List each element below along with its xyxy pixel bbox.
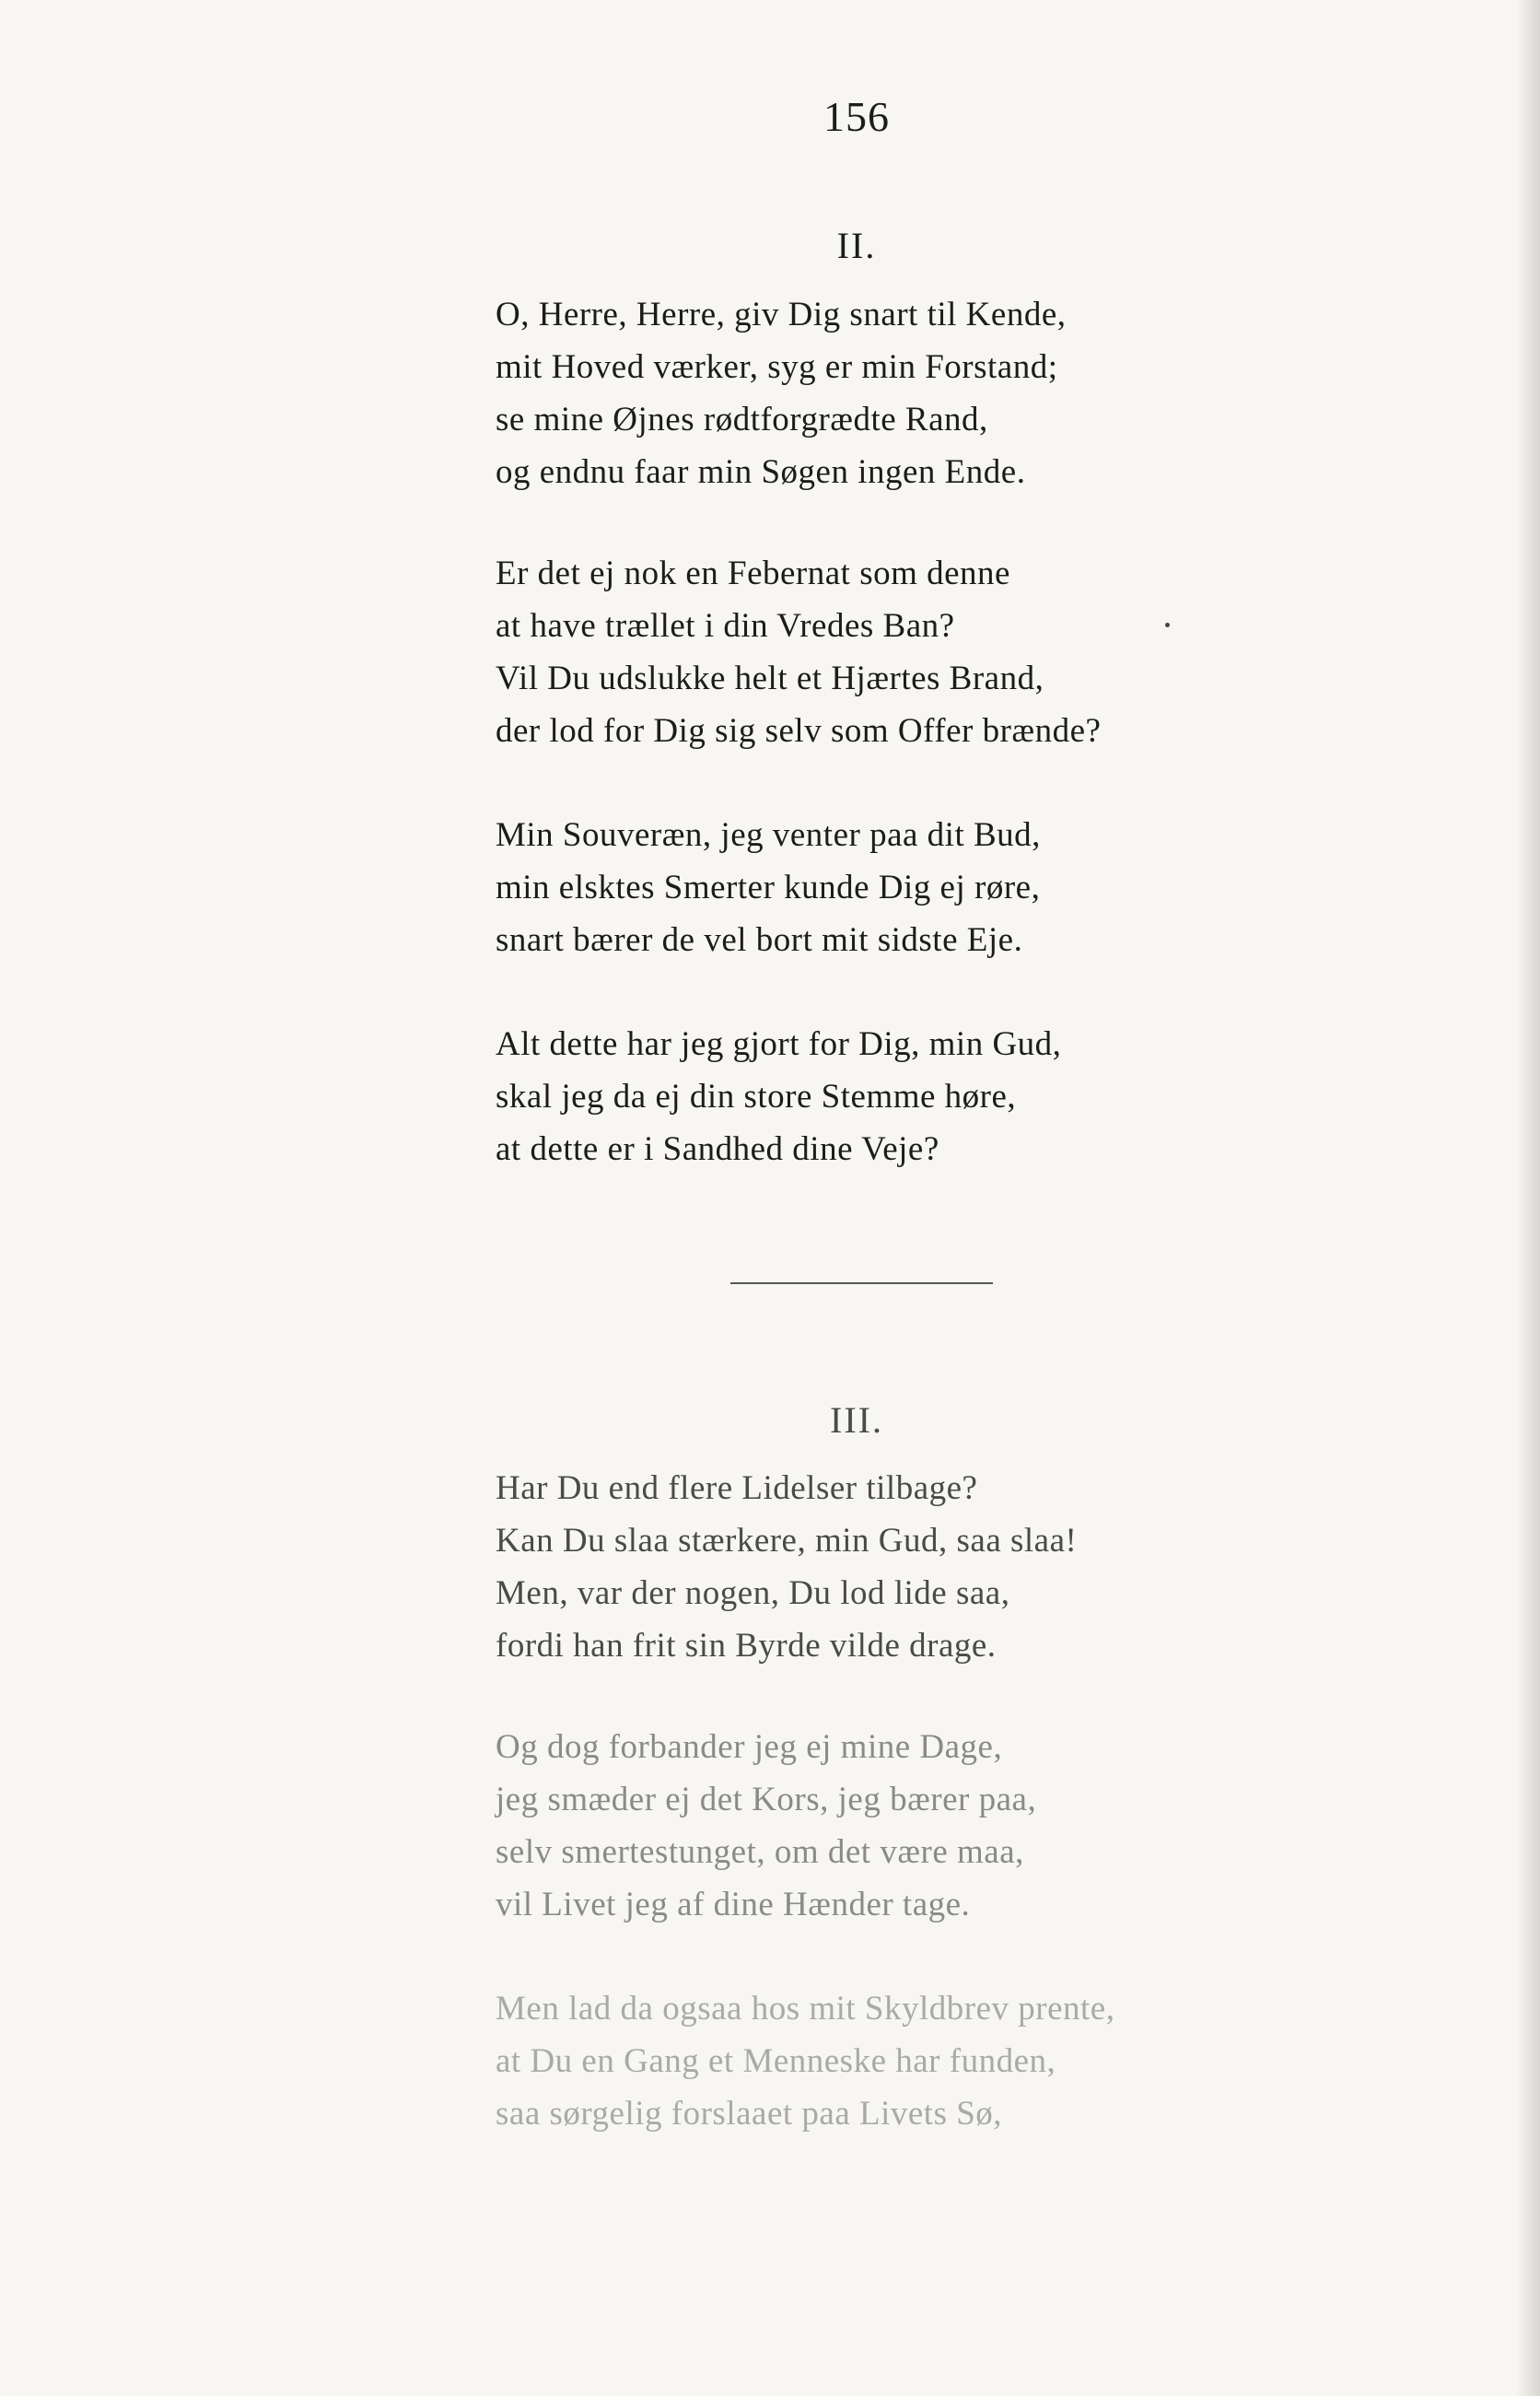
section-heading-ii: II. — [836, 225, 877, 266]
verse-line: mit Hoved værker, syg er min Forstand; — [496, 348, 1058, 386]
verse-line: se mine Øjnes rødtforgrædte Rand, — [496, 401, 988, 438]
verse-line: der lod for Dig sig selv som Offer brænde? — [496, 712, 1102, 750]
verse-line: selv smertestunget, om det være maa, — [496, 1833, 1024, 1871]
poem-section-ii — [496, 288, 1472, 498]
verse-line: at have trællet i din Vredes Ban? — [496, 607, 955, 645]
verse-line: Men, var der nogen, Du lod lide saa, — [496, 1574, 1010, 1612]
verse-line: O, Herre, Herre, giv Dig snart til Kende, — [496, 296, 1067, 333]
verse-line: saa sørgelig forslaaet paa Livets Sø, — [496, 2095, 1003, 2133]
verse-line: jeg smæder ej det Kors, jeg bærer paa, — [496, 1781, 1037, 1818]
section-heading-iii: III. — [830, 1399, 883, 1441]
verse-line: Har Du end flere Lidelser tilbage? — [496, 1469, 978, 1507]
poem-section-ii-stanza-4 — [496, 1018, 1472, 1175]
poem-section-ii-stanza-2 — [496, 547, 1472, 757]
stanza — [496, 1462, 1472, 1672]
section-separator-rule — [730, 1282, 993, 1284]
verse-line: at Du en Gang et Menneske har funden, — [496, 2042, 1056, 2080]
verse-line: Og dog forbander jeg ej mine Dage, — [496, 1728, 1003, 1766]
verse-line: Er det ej nok en Febernat som denne — [496, 555, 1010, 592]
verse-line: Men lad da ogsaa hos mit Skyldbrev prente, — [496, 1990, 1115, 2028]
stanza — [496, 288, 1472, 498]
stray-ink-dot — [1165, 623, 1170, 627]
stanza — [496, 1018, 1472, 1175]
verse-line: og endnu faar min Søgen ingen Ende. — [496, 453, 1026, 491]
stanza — [496, 547, 1472, 757]
stanza — [496, 809, 1472, 966]
verse-line: Kan Du slaa stærkere, min Gud, saa slaa! — [496, 1522, 1078, 1560]
verse-line: vil Livet jeg af dine Hænder tage. — [496, 1886, 971, 1923]
verse-line: at dette er i Sandhed dine Veje? — [496, 1130, 939, 1168]
poem-section-iii — [496, 1462, 1472, 1672]
verse-line: snart bærer de vel bort mit sidste Eje. — [496, 921, 1023, 959]
page-edge-shadow — [1516, 0, 1540, 2396]
stanza — [496, 1982, 1472, 2140]
poem-section-iii-stanza-3 — [496, 1982, 1472, 2140]
poem-section-ii-stanza-3 — [496, 809, 1472, 966]
verse-line: Alt dette har jeg gjort for Dig, min Gud, — [496, 1025, 1062, 1063]
verse-line: Min Souveræn, jeg venter paa dit Bud, — [496, 816, 1041, 854]
verse-line: min elsktes Smerter kunde Dig ej røre, — [496, 869, 1041, 906]
verse-line: Vil Du udslukke helt et Hjærtes Brand, — [496, 660, 1044, 697]
page-number: 156 — [823, 93, 890, 140]
verse-line: fordi han frit sin Byrde vilde drage. — [496, 1627, 997, 1665]
stanza — [496, 1721, 1472, 1931]
poem-section-iii-stanza-2 — [496, 1721, 1472, 1931]
verse-line: skal jeg da ej din store Stemme høre, — [496, 1078, 1017, 1116]
